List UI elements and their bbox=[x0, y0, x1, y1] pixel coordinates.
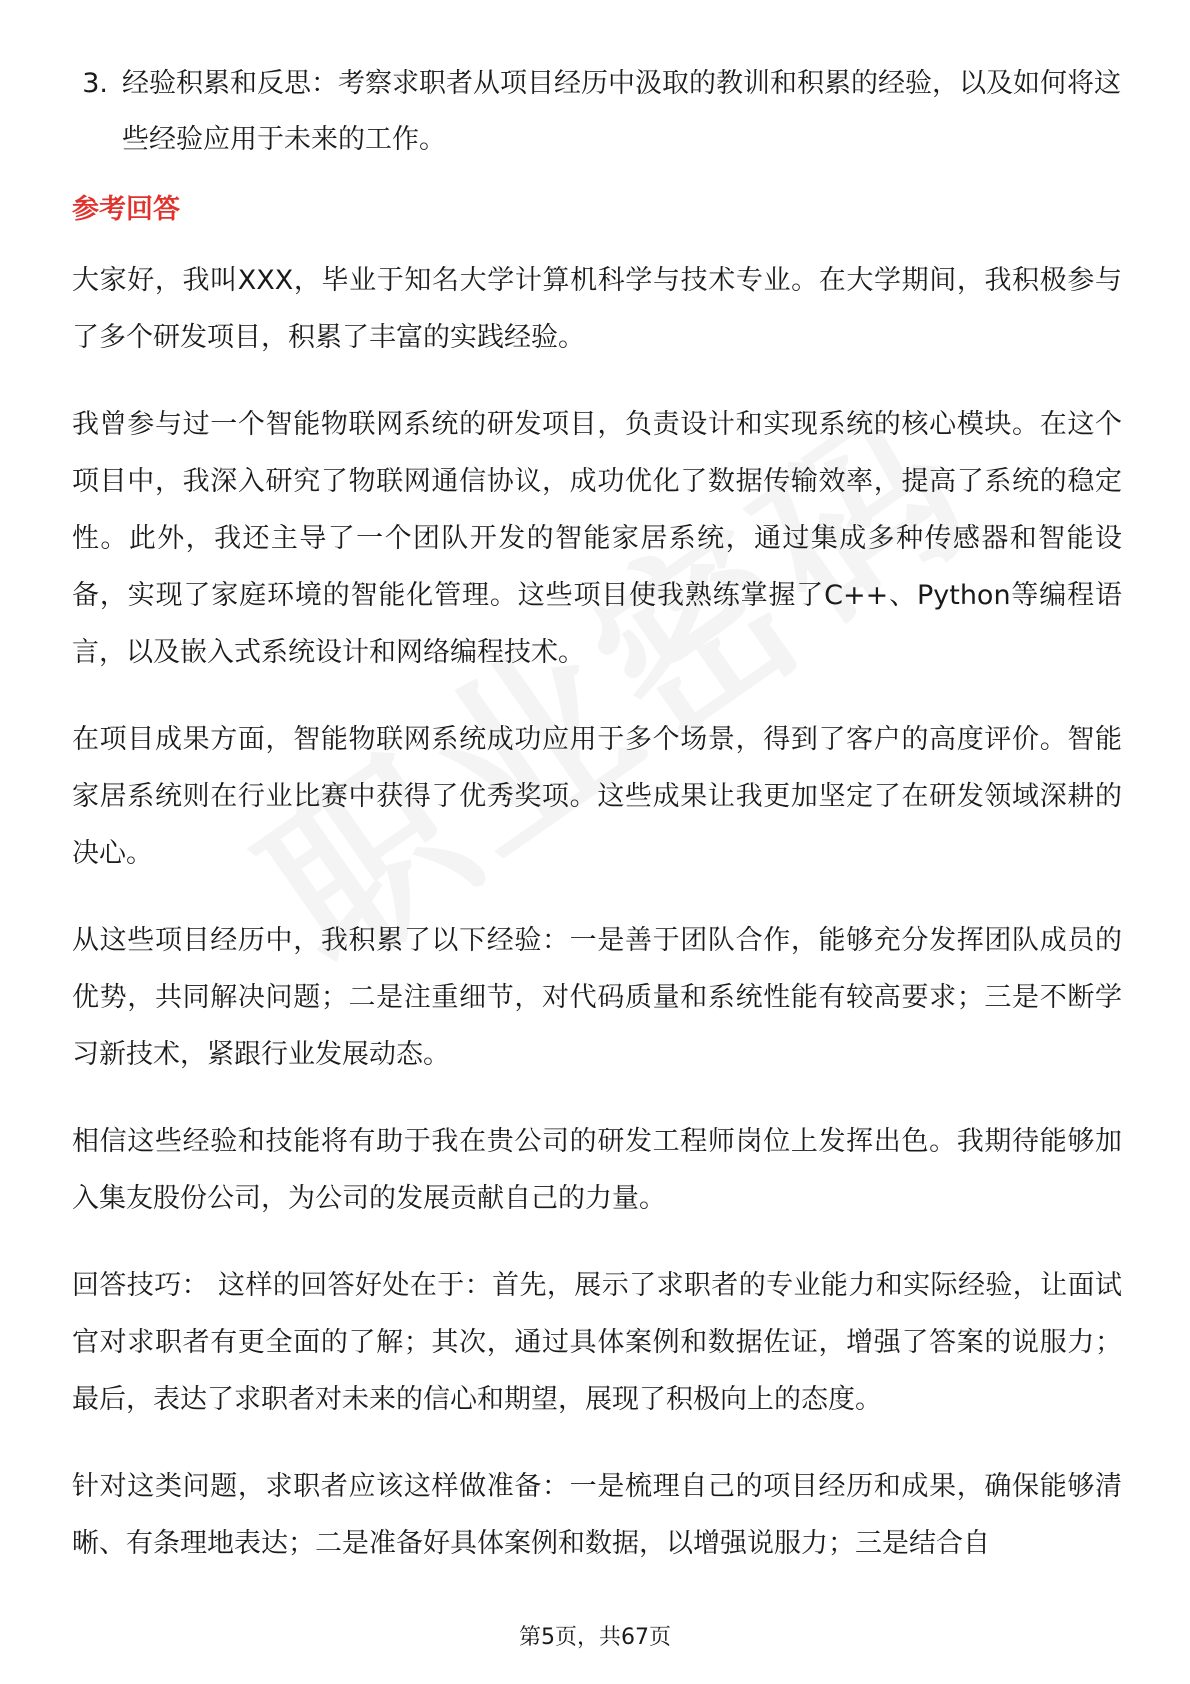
paragraph-experience: 从这些项目经历中，我积累了以下经验：一是善于团队合作，能够充分发挥团队成员的优势，共同解决问题；二是注重细节，对代码质量和系统性能有较高要求；三是不断学习新技术，紧跟行业发展动态。 bbox=[72, 925, 1122, 1070]
list-number: 3. bbox=[82, 68, 108, 99]
list-text: 经验积累和反思：考察求职者从项目经历中汲取的教训和积累的经验，以及如何将这些经验应用于未来的工作。 bbox=[122, 68, 1121, 155]
section-heading: 参考回答 bbox=[72, 194, 180, 225]
paragraph-tips: 回答技巧： 这样的回答好处在于：首先，展示了求职者的专业能力和实际经验，让面试官对求职者有更全面的了解；其次，通过具体案例和数据佐证，增强了答案的说服力；最后，表达了求职者对未来的信心和期望，展现了积极向上的态度。 bbox=[72, 1270, 1122, 1415]
paragraph-results: 在项目成果方面，智能物联网系统成功应用于多个场景，得到了客户的高度评价。智能家居系统则在行业比赛中获得了优秀奖项。这些成果让我更加坚定了在研发领域深耕的决心。 bbox=[72, 724, 1122, 869]
paragraph-projects: 我曾参与过一个智能物联网系统的研发项目，负责设计和实现系统的核心模块。在这个项目中，我深入研究了物联网通信协议，成功优化了数据传输效率，提高了系统的稳定性。此外，我还主导了一个团队开发的智能家居系统，通过集成多种传感器和智能设备，实现了家庭环境的智能化管理。这些项目使我熟练掌握了C++、Python等编程语言，以及嵌入式系统设计和网络编程技术。 bbox=[72, 409, 1122, 668]
list-item bbox=[72, 56, 1122, 168]
paragraph-intro: 大家好，我叫XXX，毕业于知名大学计算机科学与技术专业。在大学期间，我积极参与了多个研发项目，积累了丰富的实践经验。 bbox=[72, 265, 1122, 353]
page-content bbox=[72, 56, 1122, 1602]
paragraph-closing: 相信这些经验和技能将有助于我在贵公司的研发工程师岗位上发挥出色。我期待能够加入集友股份公司，为公司的发展贡献自己的力量。 bbox=[72, 1126, 1122, 1214]
paragraph-preparation: 针对这类问题，求职者应该这样做准备：一是梳理自己的项目经历和成果，确保能够清晰、有条理地表达；二是准备好具体案例和数据，以增强说服力；三是结合自 bbox=[72, 1471, 1122, 1559]
page-footer: 第5页，共67页 bbox=[519, 1625, 671, 1650]
